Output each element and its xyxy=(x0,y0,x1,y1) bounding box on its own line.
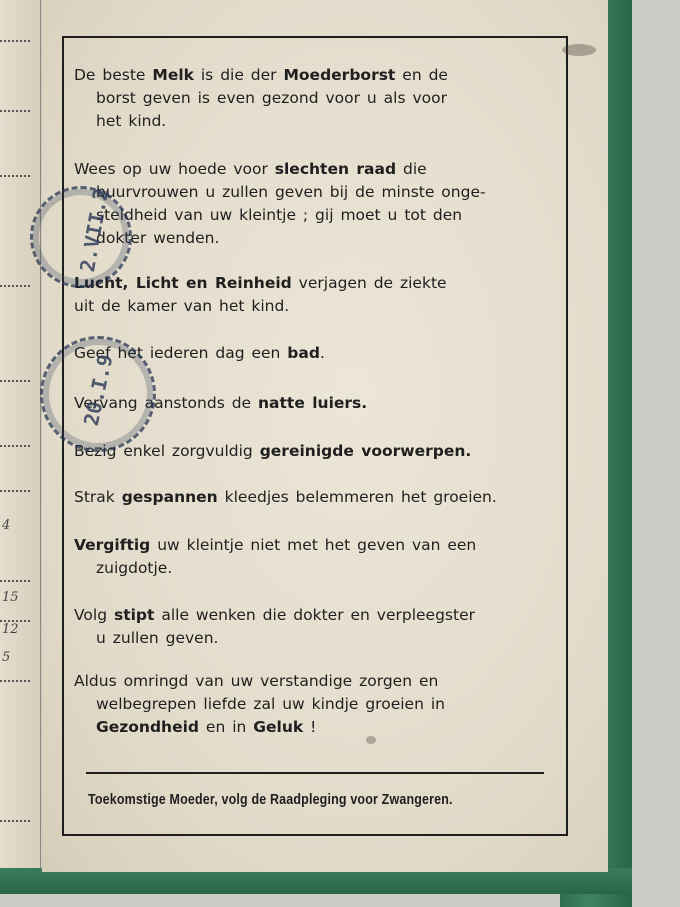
dotted-line xyxy=(0,490,30,492)
paragraph-line xyxy=(74,557,548,580)
text-run: u zullen geven. xyxy=(96,629,219,647)
dotted-line xyxy=(0,175,30,177)
advice-paragraph xyxy=(74,64,548,133)
handwritten-mark: 5 xyxy=(2,650,11,665)
bold-term: natte luiers. xyxy=(258,394,368,412)
bold-term: stipt xyxy=(113,606,155,624)
text-run: De beste xyxy=(74,66,153,84)
paragraph-line xyxy=(74,87,548,110)
text-run: en de xyxy=(395,66,448,84)
bold-term: Gezondheid xyxy=(96,718,199,736)
paragraph-line xyxy=(74,227,548,250)
text-run: Geef het iederen dag een xyxy=(74,344,288,362)
ink-smudge xyxy=(562,44,596,56)
bold-term: Melk xyxy=(152,66,194,84)
paragraph-line xyxy=(74,295,548,318)
bold-term: gereinigde voorwerpen. xyxy=(259,442,472,460)
handwritten-mark: 12 xyxy=(2,622,19,637)
facing-page-edge xyxy=(0,0,41,880)
text-run: Bezig enkel zorgvuldig xyxy=(74,442,260,460)
text-run: verjagen de ziekte xyxy=(291,274,447,292)
text-run: buurvrouwen u zullen geven bij de minste onge- xyxy=(96,183,486,201)
dotted-line xyxy=(0,445,30,447)
dotted-line xyxy=(0,110,30,112)
text-run: en in xyxy=(199,718,254,736)
bold-term: Lucht, Licht en Reinheid xyxy=(74,274,292,292)
text-run: Volg xyxy=(74,606,114,624)
dotted-line xyxy=(0,380,30,382)
paragraph-line xyxy=(74,534,548,557)
dotted-line xyxy=(0,820,30,822)
paragraph-line xyxy=(74,604,548,627)
advice-paragraph xyxy=(74,440,548,463)
ink-smudge xyxy=(366,736,376,744)
text-run: die xyxy=(396,160,427,178)
handwritten-mark: 4 xyxy=(2,518,11,533)
footer-rule xyxy=(86,772,544,774)
stamp-date: 2.VII.2 xyxy=(75,186,114,274)
text-run: steldheid van uw kleintje ; gij moet u tot den xyxy=(96,206,463,224)
dotted-line xyxy=(0,285,30,287)
bold-term: slechten raad xyxy=(274,160,397,178)
stamp-date: 20.I.9 xyxy=(78,352,118,428)
text-run: borst geven is even gezond voor u als voor xyxy=(96,89,448,107)
bold-term: gespannen xyxy=(121,488,218,506)
paragraph-line xyxy=(74,627,548,650)
paragraph-line xyxy=(74,158,548,181)
paragraph-line xyxy=(74,272,548,295)
advice-paragraph xyxy=(74,486,548,509)
bold-term: Vergiftig xyxy=(74,536,151,554)
paragraph-line xyxy=(74,486,548,509)
paragraph-line xyxy=(74,64,548,87)
text-run: zuigdotje. xyxy=(96,559,173,577)
paragraph-line xyxy=(74,110,548,133)
advice-paragraph xyxy=(74,670,548,739)
text-run: dokter wenden. xyxy=(96,229,220,247)
text-run: . xyxy=(319,344,325,362)
advice-paragraph xyxy=(74,604,548,650)
text-run: ! xyxy=(303,718,317,736)
text-run: alle wenken die dokter en verpleegster xyxy=(154,606,475,624)
paragraph-line xyxy=(74,181,548,204)
advice-paragraph xyxy=(74,158,548,250)
advice-paragraph xyxy=(74,272,548,318)
text-run: uw kleintje niet met het geven van een xyxy=(150,536,477,554)
text-run: uit de kamer van het kind. xyxy=(74,297,290,315)
bold-term: bad xyxy=(287,344,320,362)
text-run: het kind. xyxy=(96,112,167,130)
paragraph-line xyxy=(74,670,548,693)
bold-term: Geluk xyxy=(253,718,304,736)
text-run: Aldus omringd van uw verstandige zorgen en xyxy=(74,672,439,690)
handwritten-mark: 15 xyxy=(2,590,19,605)
text-run: is die der xyxy=(193,66,284,84)
text-run: welbegrepen liefde zal uw kindje groeien in xyxy=(96,695,445,713)
dotted-line xyxy=(0,680,30,682)
text-run: kleedjes belemmeren het groeien. xyxy=(217,488,497,506)
footer-text: Toekomstige Moeder, volg de Raadpleging voor Zwangeren. xyxy=(88,792,453,808)
paragraph-line xyxy=(74,693,548,716)
paragraph-line xyxy=(74,716,548,739)
advice-paragraph xyxy=(74,534,548,580)
bold-term: Moederborst xyxy=(283,66,396,84)
text-run: Strak xyxy=(74,488,122,506)
paragraph-line xyxy=(74,440,548,463)
text-run: Vervang aanstonds de xyxy=(74,394,258,412)
dotted-line xyxy=(0,40,30,42)
dotted-line xyxy=(0,580,30,582)
paragraph-line xyxy=(74,204,548,227)
text-run: Wees op uw hoede voor xyxy=(74,160,275,178)
